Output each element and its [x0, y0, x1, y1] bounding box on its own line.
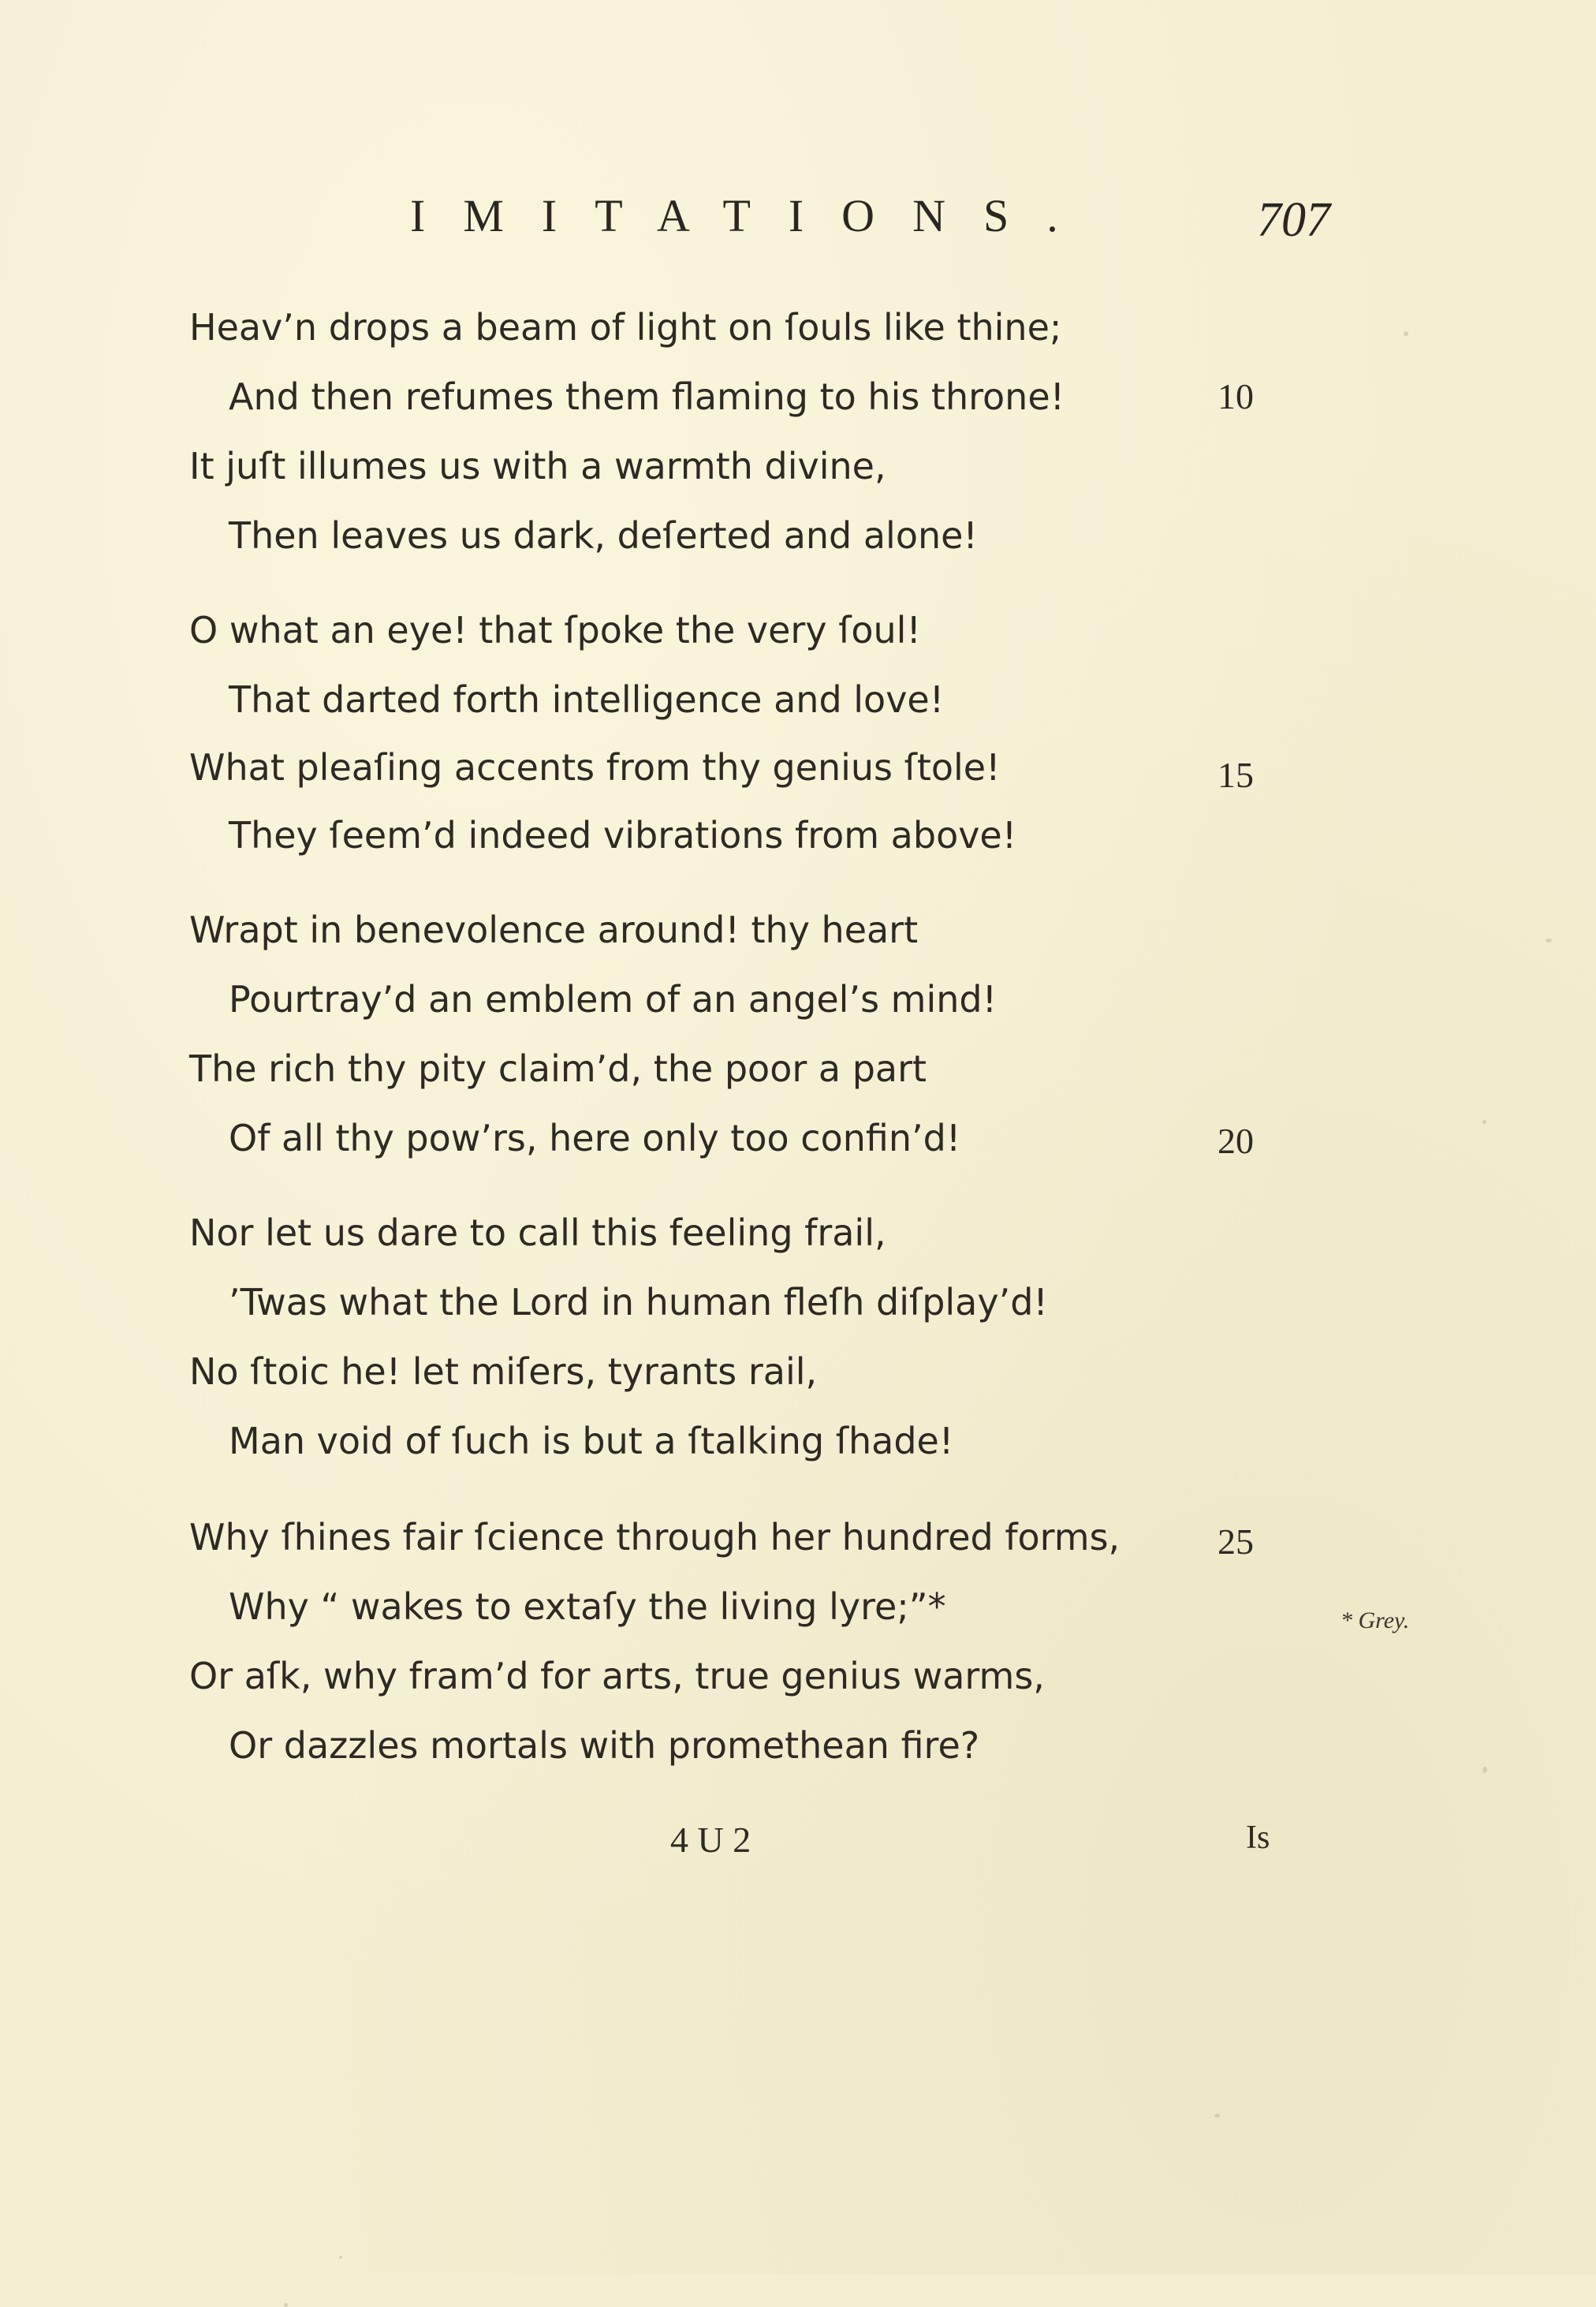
- running-title: IMITATIONS.: [410, 190, 1096, 241]
- poem-line: Nor let us dare to call this feeling frail,: [189, 1211, 886, 1254]
- poem-line: Why “ wakes to extaſy the living lyre;”*: [229, 1585, 946, 1628]
- poem-line: Pourtray’d an emblem of an angel’s mind!: [229, 978, 998, 1021]
- paper-speck: [284, 2303, 288, 2307]
- poem-line: Or dazzles mortals with promethean fire?: [229, 1724, 980, 1767]
- poem-line: That darted forth intelligence and love!: [229, 678, 945, 721]
- signature-mark: 4 U 2: [670, 1820, 751, 1860]
- paper-speck: [1482, 1120, 1486, 1124]
- poem-line: Or aſk, why fram’d for arts, true genius warms,: [189, 1655, 1045, 1697]
- paper-speck: [1404, 331, 1408, 336]
- poem-line: And then refumes them flaming to his throne!: [229, 375, 1065, 418]
- poem-line: They ſeem’d indeed vibrations from above!: [229, 814, 1017, 857]
- poem-line: Why ſhines fair ſcience through her hundred forms,: [189, 1516, 1121, 1559]
- page-number: 707: [1257, 193, 1330, 247]
- poem-line: The rich thy pity claim’d, the poor a part: [189, 1047, 927, 1090]
- poem-line: What pleaſing accents from thy genius ſtole!: [189, 746, 1001, 789]
- poem-line: It juſt illumes us with a warmth divine,: [189, 445, 886, 487]
- poem-line: Heav’n drops a beam of light on ſouls like thine;: [189, 306, 1062, 349]
- poem-line: Then leaves us dark, deſerted and alone!: [229, 514, 978, 557]
- poem-line: Of all thy pow’rs, here only too confin’d!: [229, 1117, 961, 1159]
- poem-line: No ſtoic he! let miſers, tyrants rail,: [189, 1350, 818, 1393]
- poem-line: Wrapt in benevolence around! thy heart: [189, 909, 919, 951]
- footnote: * Grey.: [1341, 1607, 1410, 1633]
- line-number: 15: [1218, 755, 1254, 795]
- line-number: 20: [1218, 1121, 1254, 1161]
- poem-line: Man void of ſuch is but a ſtalking ſhade!: [229, 1420, 954, 1462]
- paper-speck: [1546, 939, 1552, 943]
- catchword: Is: [1246, 1820, 1270, 1856]
- line-number: 10: [1218, 376, 1254, 416]
- poem-line: ’Twas what the Lord in human fleſh diſplay’d!: [229, 1281, 1048, 1323]
- line-number: 25: [1218, 1521, 1254, 1562]
- paper-speck: [1214, 2114, 1220, 2118]
- paper-speck: [1482, 1767, 1487, 1773]
- poem-line: O what an eye! that ſpoke the very ſoul!: [189, 609, 921, 651]
- paper-speck: [339, 2256, 342, 2259]
